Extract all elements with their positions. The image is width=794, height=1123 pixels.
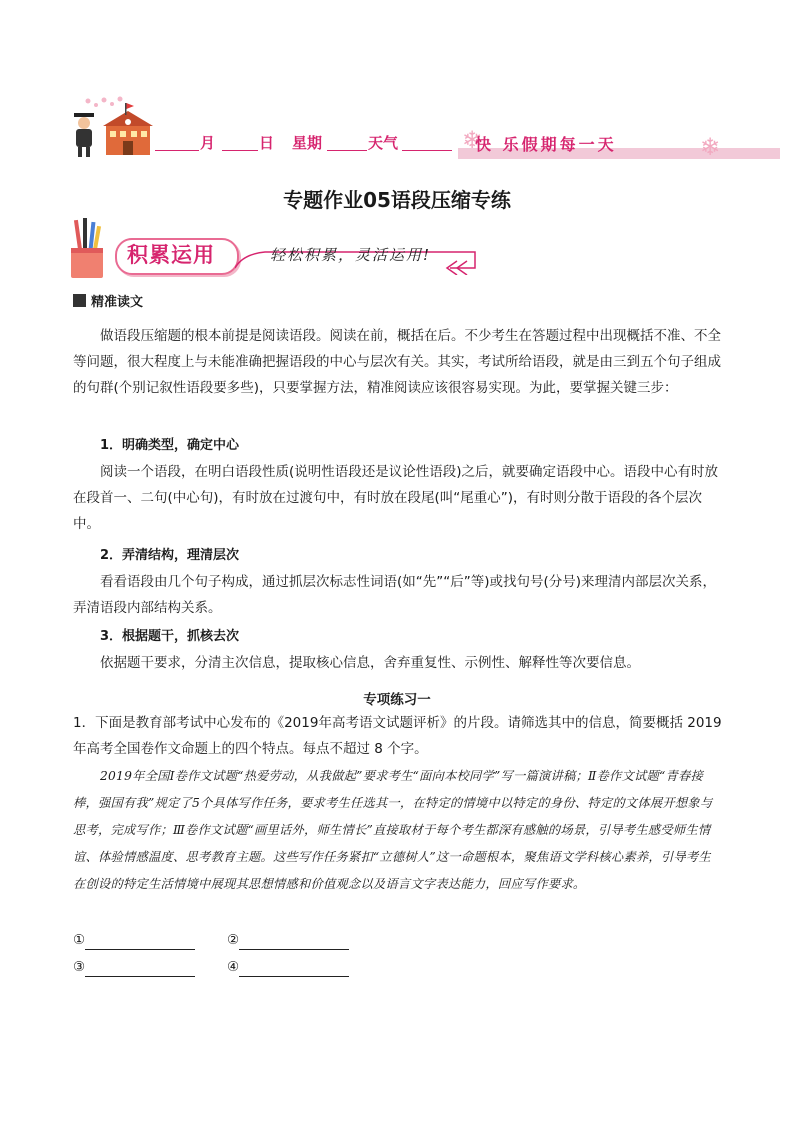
page-title: 专题作业05语段压缩专练 [283, 188, 511, 212]
banner-subtitle: 轻松积累，灵活运用! [270, 246, 432, 264]
answer-number: ④ [227, 959, 240, 975]
step-2-heading: 2．弄清结构，理清层次 [100, 548, 240, 563]
step-3-heading: 3．根据题干，抓核去次 [100, 629, 240, 644]
question-text: 1．下面是教育部考试中心发布的《2019年高考语文试题评析》的片段。请筛选其中的信息，简要概括 2019 年高考全国卷作文命题上的四个特点。每点不超过 8 个字。 [73, 715, 722, 757]
answer-number: ③ [73, 959, 86, 975]
slogan: 快 乐假期每一天 [475, 135, 617, 154]
intro-paragraph: 做语段压缩题的根本前提是阅读语段。阅读在前，概括在后。不少考生在答题过程中出现概括不准、不全等问题，很大程度上与未能准确把握语段的中心与层次有关。其实，考试所给语段，就是由三到五个句子组成的句群(个别记叙性语段要多些)，只要掌握方法，精准阅读应该很容易实现。为此，要掌握关键三步： [73, 328, 721, 396]
quoted-passage: 2019年全国Ⅰ卷作文试题“热爱劳动，从我做起”要求考生“面向本校同学”写一篇演讲稿；Ⅱ卷作文试题“青春接棒，强国有我”规定了5个具体写作任务，要求考生任选其一，在特定的情境中以特定的身份、特定的文体展开想象与思考，完成写作；Ⅲ卷作文试题“画里话外，师生情长”直接取材于每个考生都深有感触的场景，引导考生感受师生情谊、体验情感温度、思考教育主题。这些写作任务紧扣“立德树人”这一命题根本，聚焦语文学科核心素养，引导考生在创设的特定生活情境中展现其思想情感和价值观念以及语言文字表达能力，回应写作要求。 [73, 769, 713, 891]
answer-blank-1[interactable] [73, 930, 195, 950]
day-label: 日 [259, 134, 275, 152]
answer-blank-2[interactable] [227, 930, 349, 950]
month-label: 月 [200, 134, 216, 152]
header-illustration [68, 95, 158, 160]
banner-title: 积累运用 [127, 243, 215, 267]
answer-blank-3[interactable] [73, 957, 195, 977]
exercise-title: 专项练习一 [363, 692, 431, 708]
answer-number: ② [227, 932, 240, 948]
weekday-label: 星期 [292, 134, 323, 152]
answer-blank-4[interactable] [227, 957, 349, 977]
step-2-text: 看看语段由几个句子构成，通过抓层次标志性词语(如“先”“后”等)或找句号(分号)来理清内部层次关系，弄清语段内部结构关系。 [73, 574, 717, 616]
weather-label: 天气 [368, 134, 399, 152]
section-label: 精准读文 [91, 295, 144, 310]
section-icon [73, 294, 86, 307]
step-3-text: 依据题干要求，分清主次信息，提取核心信息，舍弃重复性、示例性、解释性等次要信息。 [100, 655, 640, 671]
pencil-cup-icon [68, 218, 106, 280]
snowflake-icon: ❄ [700, 133, 721, 161]
step-1-text: 阅读一个语段，在明白语段性质(说明性语段还是议论性语段)之后，就要确定语段中心。语段中心有时放在段首一、二句(中心句)，有时放在过渡句中，有时放在段尾(叫“尾重心”)，有时则分散于语段的各个层次中。 [73, 464, 719, 532]
answer-number: ① [73, 932, 86, 948]
snowflake-icon: ❄ [462, 126, 483, 154]
step-1-heading: 1．明确类型，确定中心 [100, 438, 240, 453]
